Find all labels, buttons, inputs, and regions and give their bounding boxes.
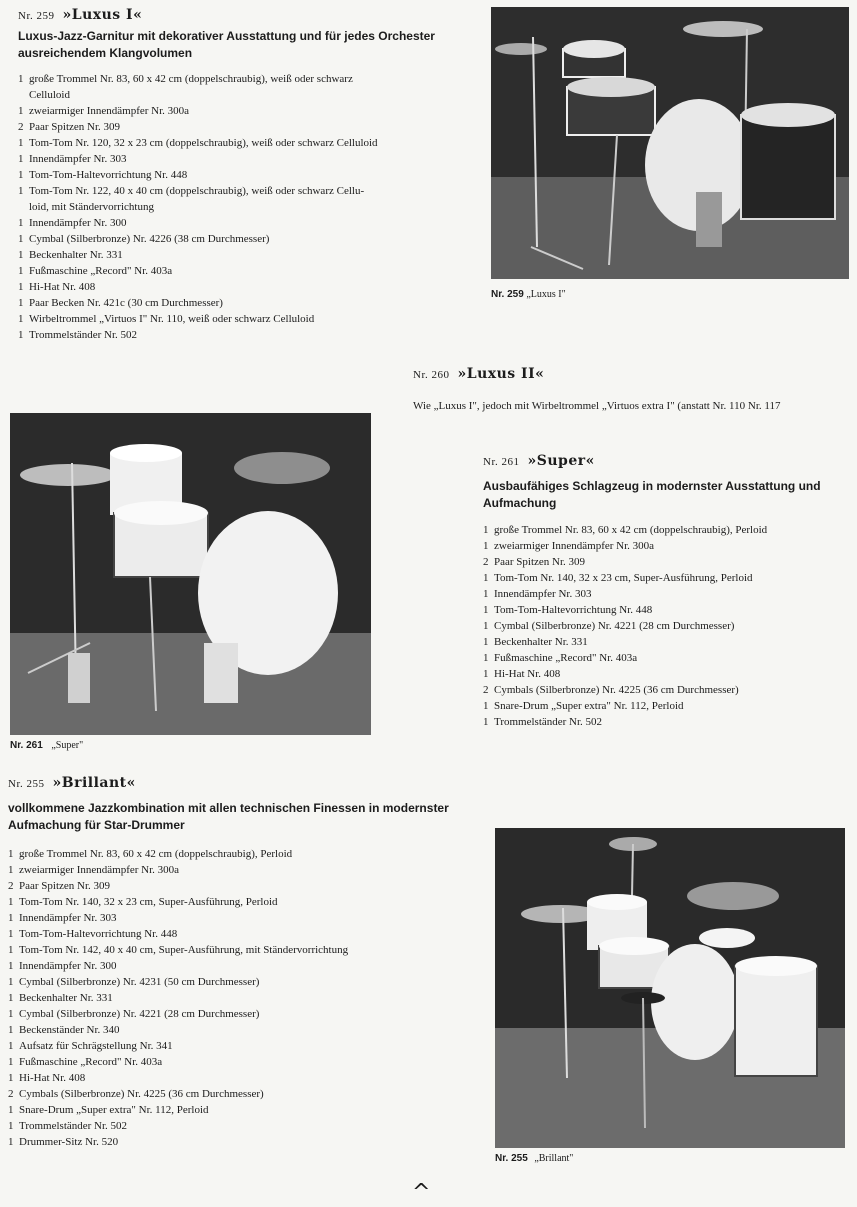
list-item xyxy=(18,135,488,151)
item-quantity: 1 xyxy=(18,105,24,117)
item-text: Innendämpfer Nr. 300 xyxy=(29,217,127,229)
item-text: Drummer-Sitz Nr. 520 xyxy=(19,1136,119,1148)
item-quantity: 1 xyxy=(8,1008,14,1020)
list-item xyxy=(8,1006,478,1022)
list-item xyxy=(18,103,488,119)
list-item xyxy=(18,311,488,327)
list-item xyxy=(8,990,478,1006)
item-text: große Trommel Nr. 83, 60 x 42 cm (doppelschraubig), Perloid xyxy=(19,848,293,860)
item-text: Beckenhalter Nr. 331 xyxy=(19,992,113,1004)
list-item xyxy=(483,618,843,634)
item-quantity: 1 xyxy=(18,137,24,149)
item-text: Fußmaschine „Record" Nr. 403a xyxy=(29,265,173,277)
item-quantity: 1 xyxy=(483,588,489,600)
item-text: Beckenständer Nr. 340 xyxy=(19,1024,120,1036)
item-text: Tom-Tom-Haltevorrichtung Nr. 448 xyxy=(19,928,178,940)
item-quantity: 1 xyxy=(18,281,24,293)
list-item xyxy=(18,167,488,183)
item-quantity: 1 xyxy=(8,1136,14,1148)
list-item xyxy=(18,87,488,103)
item-text: Aufsatz für Schrägstellung Nr. 341 xyxy=(19,1040,173,1052)
item-text: Trommelständer Nr. 502 xyxy=(494,716,603,728)
list-item xyxy=(483,650,843,666)
product-number: Nr. 261 xyxy=(483,456,520,468)
item-quantity: 1 xyxy=(18,217,24,229)
item-quantity xyxy=(18,199,29,215)
list-item xyxy=(8,958,478,974)
item-text: Tom-Tom Nr. 120, 32 x 23 cm (doppelschraubig), weiß oder schwarz Celluloid xyxy=(29,137,378,149)
product-title: »Luxus I« xyxy=(62,7,143,23)
item-text: Beckenhalter Nr. 331 xyxy=(494,636,588,648)
list-item xyxy=(483,682,843,698)
list-item xyxy=(8,894,478,910)
item-quantity: 1 xyxy=(483,572,489,584)
heading-luxus-2 xyxy=(413,365,544,383)
item-quantity: 1 xyxy=(483,604,489,616)
item-text: zweiarmiger Innendämpfer Nr. 300a xyxy=(19,864,180,876)
list-item xyxy=(18,183,488,199)
caption-super xyxy=(10,740,83,751)
list-item xyxy=(8,862,478,878)
list-item xyxy=(18,119,488,135)
section-super xyxy=(483,452,843,730)
page-caret-mark: ^ xyxy=(412,1180,431,1205)
item-quantity: 1 xyxy=(8,1072,14,1084)
item-text: Innendämpfer Nr. 303 xyxy=(29,153,127,165)
item-text: loid, mit Ständervorrichtung xyxy=(29,201,154,213)
list-item xyxy=(8,1054,478,1070)
item-text: Innendämpfer Nr. 303 xyxy=(494,588,592,600)
item-text: Tom-Tom Nr. 122, 40 x 40 cm (doppelschraubig), weiß oder schwarz Cellu- xyxy=(29,185,365,197)
list-item xyxy=(483,666,843,682)
item-quantity: 1 xyxy=(483,716,489,728)
list-item xyxy=(8,1118,478,1134)
product-title: »Brillant« xyxy=(52,775,136,791)
heading-luxus-1 xyxy=(18,6,488,24)
caption-name: „Super" xyxy=(51,740,84,751)
heading-super xyxy=(483,452,843,470)
item-text: Cymbals (Silberbronze) Nr. 4225 (36 cm Durchmesser) xyxy=(19,1088,264,1100)
item-quantity: 1 xyxy=(18,329,24,341)
item-text: Cymbal (Silberbronze) Nr. 4226 (38 cm Durchmesser) xyxy=(29,233,270,245)
product-number: Nr. 259 xyxy=(18,10,55,22)
item-quantity: 1 xyxy=(8,1104,14,1116)
item-quantity: 1 xyxy=(483,540,489,552)
list-item xyxy=(8,878,478,894)
list-item xyxy=(8,1022,478,1038)
list-item xyxy=(8,1102,478,1118)
product-title: »Luxus II« xyxy=(457,366,545,382)
item-text: Paar Spitzen Nr. 309 xyxy=(494,556,586,568)
item-quantity: 1 xyxy=(18,169,24,181)
list-item xyxy=(483,538,843,554)
list-item xyxy=(483,698,843,714)
item-quantity xyxy=(18,87,29,103)
list-item xyxy=(8,1038,478,1054)
photo-luxus-1 xyxy=(491,7,849,279)
product-number: Nr. 260 xyxy=(413,369,450,381)
list-item xyxy=(483,554,843,570)
caption-number: Nr. 255 xyxy=(495,1153,528,1164)
list-item xyxy=(18,71,488,87)
item-quantity: 1 xyxy=(18,73,24,85)
item-text: Trommelständer Nr. 502 xyxy=(19,1120,128,1132)
item-quantity: 2 xyxy=(483,556,489,568)
list-item xyxy=(483,602,843,618)
item-text: Cymbal (Silberbronze) Nr. 4221 (28 cm Durchmesser) xyxy=(19,1008,260,1020)
list-item xyxy=(483,570,843,586)
item-text: zweiarmiger Innendämpfer Nr. 300a xyxy=(494,540,655,552)
item-text: Tom-Tom Nr. 140, 32 x 23 cm, Super-Ausführung, Perloid xyxy=(19,896,278,908)
item-text: Snare-Drum „Super extra" Nr. 112, Perloid xyxy=(494,700,684,712)
item-quantity: 1 xyxy=(8,992,14,1004)
photo-brillant xyxy=(495,828,845,1148)
item-quantity: 1 xyxy=(483,524,489,536)
list-item xyxy=(18,151,488,167)
item-quantity: 1 xyxy=(18,313,24,325)
item-text: Tom-Tom-Haltevorrichtung Nr. 448 xyxy=(29,169,188,181)
item-quantity: 1 xyxy=(18,265,24,277)
item-text: Tom-Tom-Haltevorrichtung Nr. 448 xyxy=(494,604,653,616)
heading-brillant xyxy=(8,774,478,792)
item-quantity: 2 xyxy=(18,121,24,133)
item-text: Snare-Drum „Super extra" Nr. 112, Perloid xyxy=(19,1104,209,1116)
item-quantity: 1 xyxy=(8,976,14,988)
list-item xyxy=(8,974,478,990)
item-quantity: 1 xyxy=(8,928,14,940)
list-item xyxy=(8,926,478,942)
item-quantity: 1 xyxy=(8,1056,14,1068)
item-list-luxus-1 xyxy=(18,71,488,343)
item-text: Hi-Hat Nr. 408 xyxy=(494,668,561,680)
item-text: Fußmaschine „Record" Nr. 403a xyxy=(494,652,638,664)
item-text: Hi-Hat Nr. 408 xyxy=(29,281,96,293)
item-text: Trommelständer Nr. 502 xyxy=(29,329,138,341)
item-quantity: 1 xyxy=(8,960,14,972)
list-item xyxy=(18,263,488,279)
product-subtitle: Luxus-Jazz-Garnitur mit dekorativer Ausstattung und für jedes Orchester ausreichendem Klangvolumen xyxy=(18,29,435,60)
item-quantity: 2 xyxy=(8,1088,14,1100)
list-item xyxy=(18,279,488,295)
item-list-brillant xyxy=(8,846,478,1150)
item-quantity: 1 xyxy=(483,620,489,632)
list-item xyxy=(483,634,843,650)
item-text: Hi-Hat Nr. 408 xyxy=(19,1072,86,1084)
description-luxus-2: Wie „Luxus I", jedoch mit Wirbeltrommel „Virtuos extra I" (anstatt Nr. 110 Nr. 117 xyxy=(413,400,781,412)
item-quantity: 1 xyxy=(8,1040,14,1052)
item-quantity: 1 xyxy=(8,1120,14,1132)
item-quantity: 1 xyxy=(8,896,14,908)
item-quantity: 1 xyxy=(8,864,14,876)
item-text: Innendämpfer Nr. 303 xyxy=(19,912,117,924)
item-text: Paar Spitzen Nr. 309 xyxy=(29,121,121,133)
product-subtitle: vollkommene Jazzkombination mit allen technischen Finessen in modernster Aufmachung für Star-Drummer xyxy=(8,801,449,832)
item-text: Wirbeltrommel „Virtuos I" Nr. 110, weiß oder schwarz Celluloid xyxy=(29,313,315,325)
item-text: große Trommel Nr. 83, 60 x 42 cm (doppelschraubig), weiß oder schwarz xyxy=(29,73,353,85)
list-item xyxy=(483,586,843,602)
item-quantity: 2 xyxy=(483,684,489,696)
list-item xyxy=(8,846,478,862)
item-text: zweiarmiger Innendämpfer Nr. 300a xyxy=(29,105,190,117)
item-text: Cymbal (Silberbronze) Nr. 4221 (28 cm Durchmesser) xyxy=(494,620,735,632)
item-text: Celluloid xyxy=(29,89,70,101)
product-number: Nr. 255 xyxy=(8,778,45,790)
caption-number: Nr. 261 xyxy=(10,740,43,751)
product-title: »Super« xyxy=(527,453,595,469)
list-item xyxy=(18,295,488,311)
item-text: große Trommel Nr. 83, 60 x 42 cm (doppelschraubig), Perloid xyxy=(494,524,768,536)
item-quantity: 1 xyxy=(18,297,24,309)
caption-name: „Luxus I" xyxy=(526,289,566,300)
item-text: Cymbal (Silberbronze) Nr. 4231 (50 cm Durchmesser) xyxy=(19,976,260,988)
list-item xyxy=(18,199,488,215)
list-item xyxy=(8,1070,478,1086)
item-quantity: 1 xyxy=(8,848,14,860)
caption-brillant xyxy=(495,1153,573,1164)
item-quantity: 1 xyxy=(483,636,489,648)
list-item xyxy=(18,231,488,247)
list-item xyxy=(483,522,843,538)
item-text: Cymbals (Silberbronze) Nr. 4225 (36 cm Durchmesser) xyxy=(494,684,739,696)
item-quantity: 1 xyxy=(8,1024,14,1036)
item-text: Paar Becken Nr. 421c (30 cm Durchmesser) xyxy=(29,297,223,309)
list-item xyxy=(8,910,478,926)
item-text: Paar Spitzen Nr. 309 xyxy=(19,880,111,892)
section-brillant xyxy=(8,774,478,1150)
list-item xyxy=(483,714,843,730)
item-quantity: 1 xyxy=(18,185,24,197)
photo-super xyxy=(10,413,371,735)
item-list-super xyxy=(483,522,843,730)
list-item xyxy=(8,1134,478,1150)
product-subtitle: Ausbaufähiges Schlagzeug in modernster Ausstattung und Aufmachung xyxy=(483,479,821,510)
item-text: Tom-Tom Nr. 142, 40 x 40 cm, Super-Ausführung, mit Ständervorrichtung xyxy=(19,944,349,956)
item-text: Beckenhalter Nr. 331 xyxy=(29,249,123,261)
item-text: Fußmaschine „Record" Nr. 403a xyxy=(19,1056,163,1068)
item-text: Tom-Tom Nr. 140, 32 x 23 cm, Super-Ausführung, Perloid xyxy=(494,572,753,584)
item-quantity: 1 xyxy=(483,652,489,664)
caption-name: „Brillant" xyxy=(534,1153,574,1164)
section-luxus-1 xyxy=(18,6,488,343)
item-quantity: 1 xyxy=(8,944,14,956)
list-item xyxy=(18,327,488,343)
item-quantity: 1 xyxy=(483,700,489,712)
item-quantity: 1 xyxy=(18,153,24,165)
caption-luxus-1 xyxy=(491,289,566,300)
list-item xyxy=(8,1086,478,1102)
list-item xyxy=(18,215,488,231)
list-item xyxy=(18,247,488,263)
item-quantity: 2 xyxy=(8,880,14,892)
item-quantity: 1 xyxy=(8,912,14,924)
item-quantity: 1 xyxy=(18,249,24,261)
item-quantity: 1 xyxy=(483,668,489,680)
item-quantity: 1 xyxy=(18,233,24,245)
item-text: Innendämpfer Nr. 300 xyxy=(19,960,117,972)
caption-number: Nr. 259 xyxy=(491,289,524,300)
list-item xyxy=(8,942,478,958)
